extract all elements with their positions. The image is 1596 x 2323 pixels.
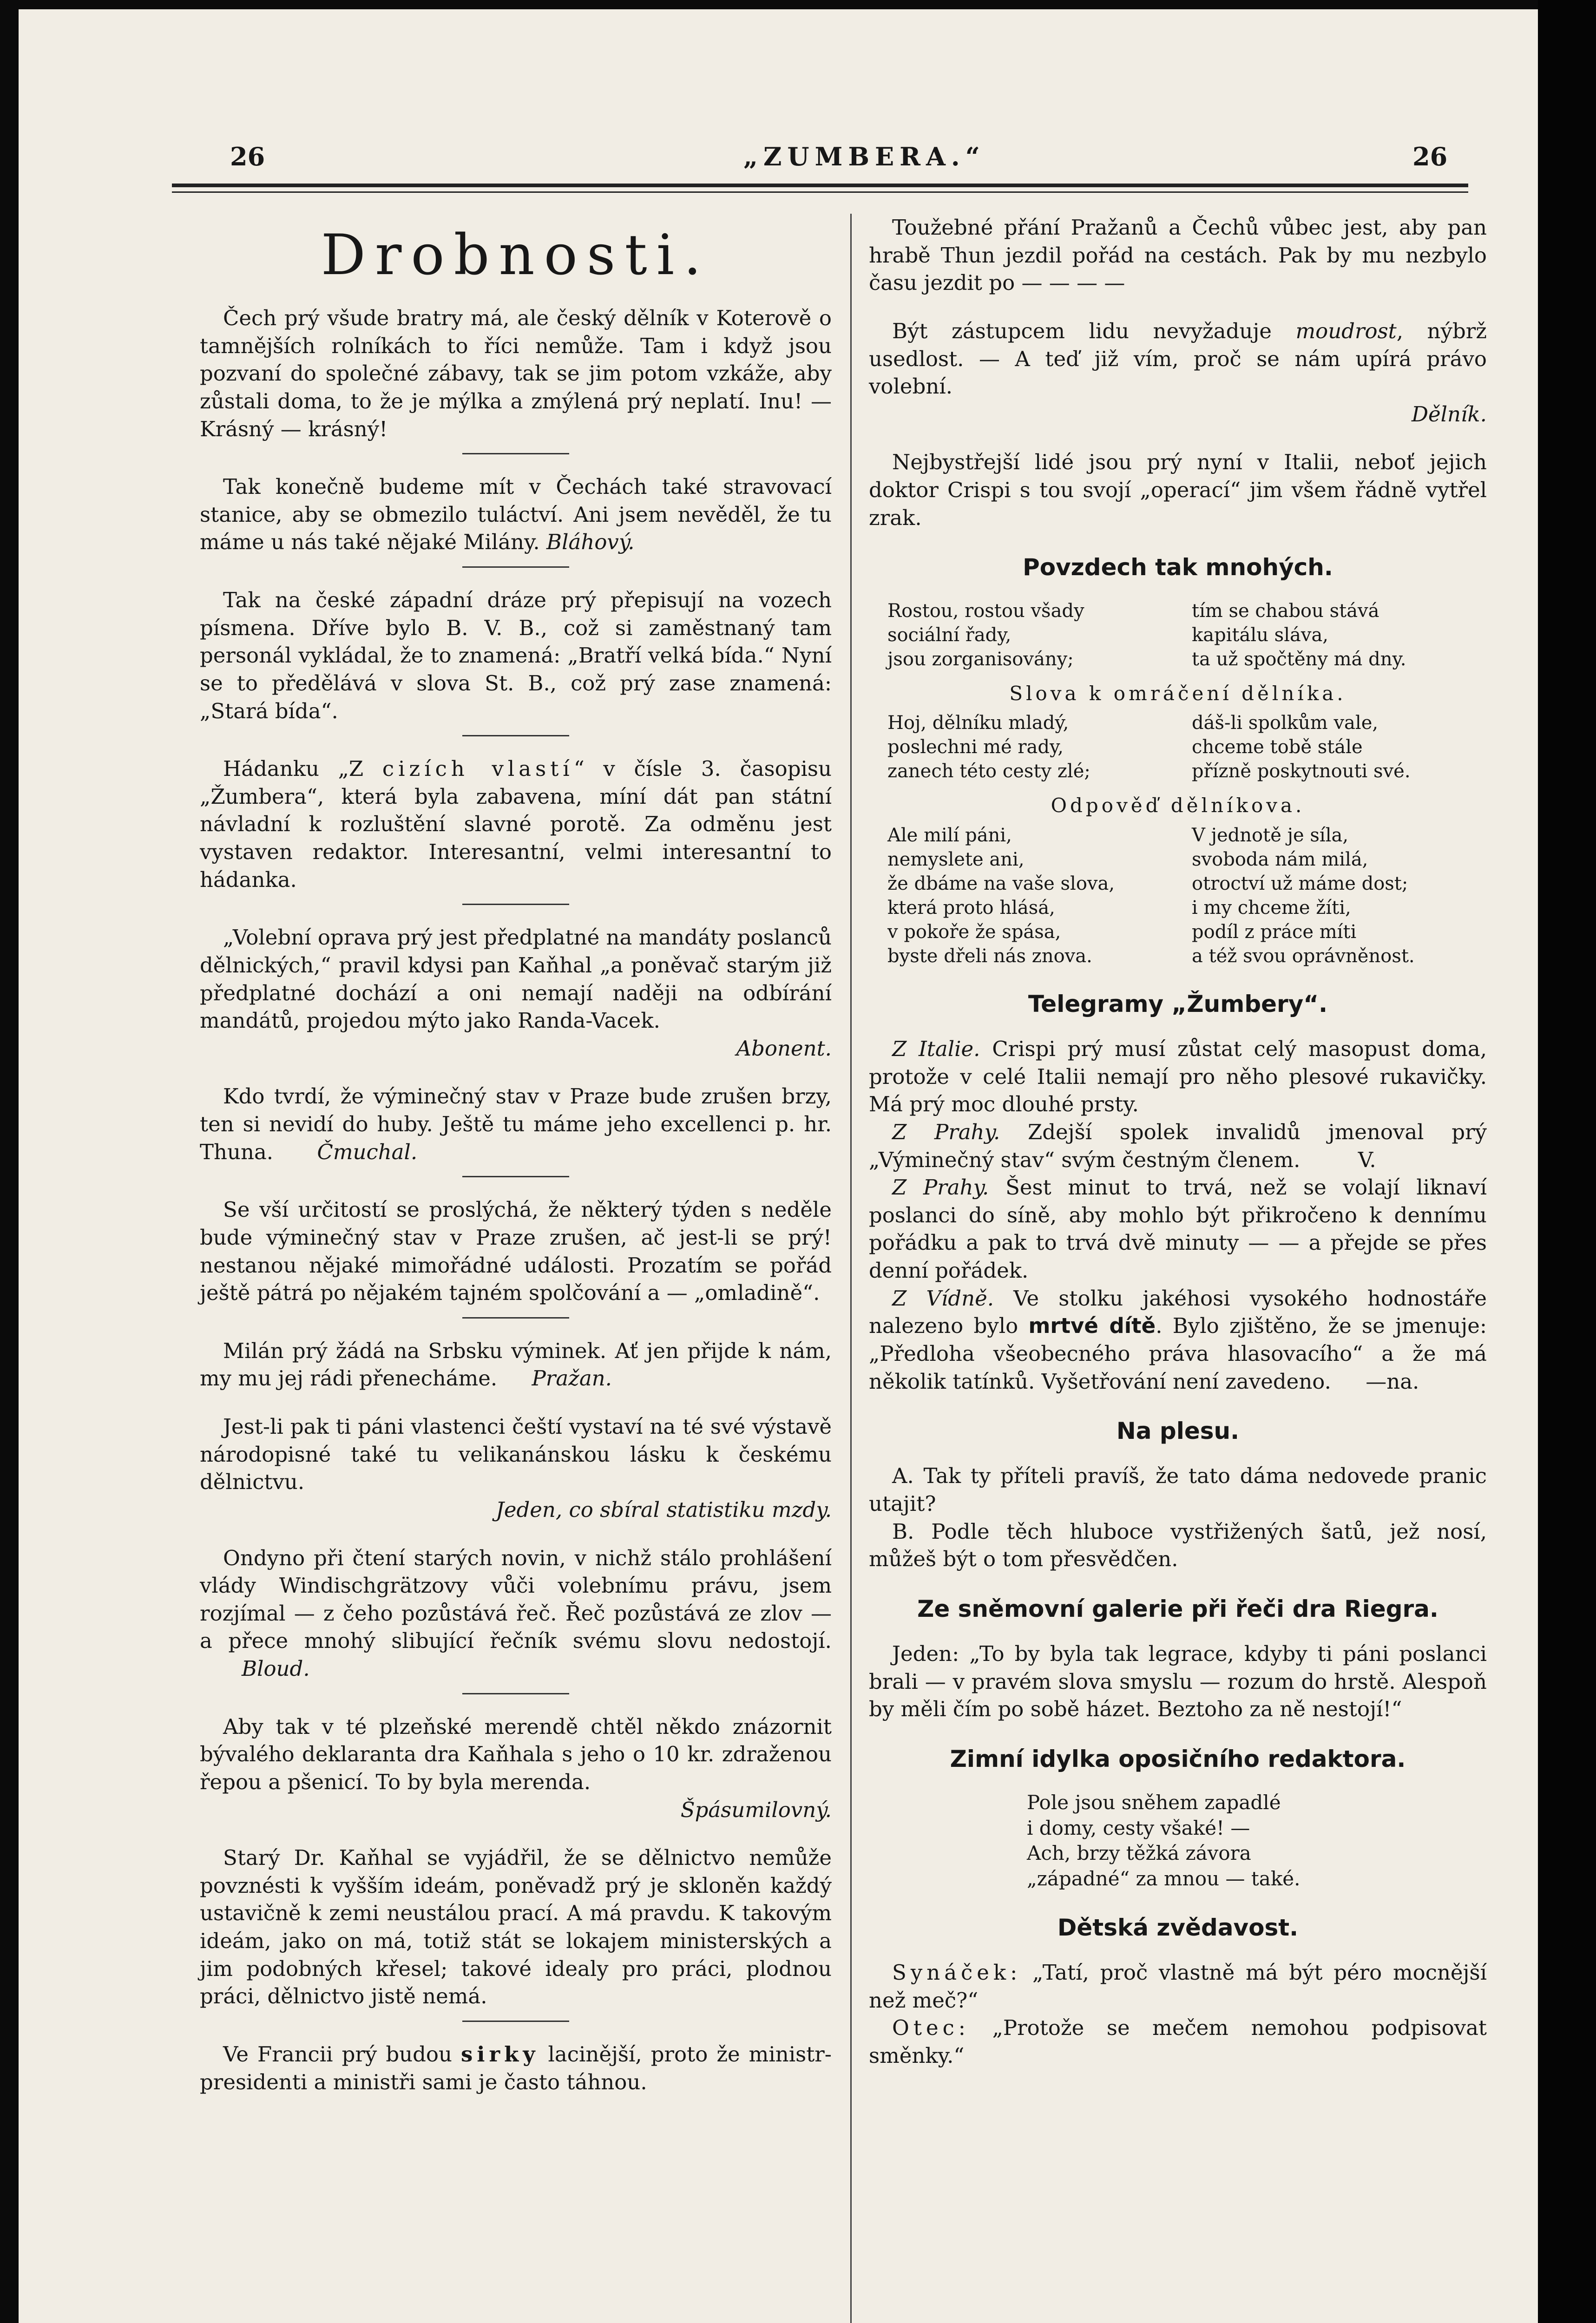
separator xyxy=(462,904,569,905)
dialogue-a: A. Tak ty příteli pravíš, že tato dáma nedovede pranic utajit? xyxy=(869,1463,1487,1516)
speaker: Otec: xyxy=(892,2015,970,2041)
verse-line: chceme tobě stále xyxy=(1192,736,1363,758)
newspaper-page xyxy=(19,9,1538,2323)
telegram-place: Z Prahy. xyxy=(892,1119,1000,1144)
page-number-right: 26 xyxy=(1412,142,1448,171)
item-text: Ondyno při čtení starých novin, v nichž stálo prohlášení vlády Windischgrätzovy vůči volebnímu právu, jsem rozjímal — z čeho pozůstává řeč. Řeč pozůstává ze zlov — a přece mnohý slibující řečník svému slovu nedostojí. xyxy=(200,1545,832,1654)
spaced-word: sirky xyxy=(461,2041,539,2067)
poem-line: i domy, cesty všaké! — xyxy=(1027,1816,1250,1839)
spaced-title: cizích vlastí xyxy=(382,756,574,781)
telegram-place: Z Italie. xyxy=(892,1037,980,1062)
signature: Špásumilovný. xyxy=(680,1797,832,1822)
item-text: “ v čísle 3. časopisu „Žumbera“, která byla zabavena, míní dát pan státní návladní k rozluštění slavné porotě. Za odměnu jest vystaven redaktor. Interesantní, velmi interesantní to hádanka. xyxy=(200,756,832,892)
separator xyxy=(462,1693,569,1694)
header-rule-thin xyxy=(172,191,1468,193)
heading-galerie: Ze sněmovní galerie při řeči dra Riegra. xyxy=(917,1595,1438,1622)
dialogue-otec xyxy=(869,2014,1487,2069)
verse-3-left xyxy=(887,823,1164,968)
verse-line: ta už spočtěny má dny. xyxy=(1192,648,1406,670)
column-divider xyxy=(850,214,852,2323)
verse-line: Rostou, rostou všady xyxy=(887,600,1084,622)
telegram-viden xyxy=(869,1285,1487,1396)
item-text: Ve stolku jakéhosi vysokého hodnostáře nalezeno bylo xyxy=(869,1286,1487,1339)
poem-line: „západné“ za mnou — také. xyxy=(1027,1867,1300,1890)
bold-phrase: mrtvé dítě xyxy=(1028,1313,1156,1339)
item-text: Šest minut to trvá, než se volají liknaví poslanci do síně, aby mohlo být přikročeno k dennímu pořádku a pak to trvá dvě minuty — — a přejde se přes denní pořádek. xyxy=(869,1175,1487,1283)
item-text: lacinější, proto že ministr-presidenti a ministři sami je často táhnou. xyxy=(200,2041,832,2094)
item-text: . Bylo zjištěno, že se jmenuje: „Předloha všeobecného práva hlasovacího“ a že má několik tatínků. Vyšetřování není zavedeno. xyxy=(869,1313,1487,1394)
verse-1 xyxy=(887,599,1468,671)
signature: —na. xyxy=(1366,1369,1419,1394)
verse-1-right xyxy=(1192,599,1468,671)
verse-line: tím se chabou stává xyxy=(1192,600,1379,622)
item-text: Být zástupcem lidu nevyžaduje xyxy=(892,318,1272,343)
item-ondyno xyxy=(200,1544,832,1683)
masthead: „ZUMBERA.“ xyxy=(743,142,985,171)
verse-2-left xyxy=(887,711,1164,783)
verse-heading: Slova k omráčení dělníka. xyxy=(1009,682,1346,705)
item-text: „Protože se mečem nemohou podpisovat směnky.“ xyxy=(869,2015,1487,2068)
signature: Dělník. xyxy=(1411,401,1487,427)
emphasis: moudrost xyxy=(1295,318,1397,343)
verse-line: sociální řady, xyxy=(887,624,1011,646)
verse-line: podíl z práce míti xyxy=(1192,921,1357,943)
item-milan xyxy=(200,1337,832,1392)
item-text: Milán prý žádá na Srbsku výminek. Ať jen přijde k nám, my mu jej rádi přenecháme. xyxy=(200,1338,832,1391)
verse-line: v pokoře že spása, xyxy=(887,921,1061,943)
item-crispi: Nejbystřejší lidé jsou prý nyní v Italii, neboť jejich doktor Crispi s tou svojí „operací“ jim všem řádně vytřel zrak. xyxy=(869,450,1487,530)
verse-line: nemyslete ani, xyxy=(887,848,1025,870)
verse-1-left xyxy=(887,599,1164,671)
item-text: Crispi prý musí zůstat celý masopust doma, protože v celé Italii nemají pro něho plesové rukavičky. Má prý moc dlouhé prsty. xyxy=(869,1037,1487,1117)
dialogue-b: B. Podle těch hluboce vystřižených šatů, jež nosí, můžeš být o tom přesvědčen. xyxy=(869,1519,1487,1572)
telegram-place: Z Vídně. xyxy=(892,1286,994,1311)
item-merenda: Aby tak v té plzeňské merendě chtěl někdo znázornit bývalého deklaranta dra Kaňhala s jeho o 10 kr. zdraženou řepou a pšenicí. To by byla merenda. xyxy=(200,1714,832,1794)
separator xyxy=(462,735,569,736)
item-text: Tak konečně budeme mít v Čechách také stravovací stanice, aby se obmezilo tuláctví. Ani jsem nevěděl, že tu máme u nás také nějaké Milány. xyxy=(200,474,832,555)
signature: Bloud. xyxy=(242,1656,310,1681)
verse-line: V jednotě je síla, xyxy=(1192,824,1349,846)
verse-line: dáš-li spolkům vale, xyxy=(1192,712,1379,734)
signature: Bláhový. xyxy=(546,530,635,555)
poem-line: Ach, brzy těžká závora xyxy=(1027,1842,1251,1865)
page-number-left: 26 xyxy=(230,142,265,171)
right-column xyxy=(869,214,1487,2069)
speaker: Synáček: xyxy=(892,1960,1022,1985)
separator xyxy=(462,566,569,568)
item-proslycha: Se vší určitostí se proslýchá, že některý týden s neděle bude výminečný stav v Praze zrušen, ač jest-li se prý! nestanou nějaké mimořádné události. Prozatím se pořád ještě pátrá po nějakém tajném spolčování a — „omladině“. xyxy=(200,1197,832,1306)
heading-idylka: Zimní idylka oposičního redaktora. xyxy=(950,1746,1406,1773)
separator xyxy=(462,2021,569,2022)
item-text: Ve Francii prý budou xyxy=(223,2041,452,2067)
item-text: Kdo tvrdí, že výminečný stav v Praze bude zrušen brzy, ten si nevidí do huby. Ještě tu máme jeho excellenci p. hr. Thuna. xyxy=(200,1084,832,1164)
verse-3 xyxy=(887,823,1468,968)
dialogue-synacek xyxy=(869,1959,1487,2014)
item-zastupce-lidu xyxy=(869,317,1487,400)
item-galerie: Jeden: „To by byla tak legrace, kdyby ti páni poslanci brali — v pravém slova smyslu — rozum do hrstě. Alespoň by měli čím po sobě házet. Beztoho za ně nestojí!“ xyxy=(869,1641,1487,1722)
separator xyxy=(462,1317,569,1319)
verse-line: a též svou oprávněnost. xyxy=(1192,945,1415,967)
verse-line: Ale milí páni, xyxy=(887,824,1012,846)
signature: Abonent. xyxy=(736,1036,832,1061)
verse-2-right xyxy=(1192,711,1468,783)
item-touzebne-prani: Toužebné přání Pražanů a Čechů vůbec jest, aby pan hrabě Thun jezdil pořád na cestách. Pak by mu nezbylo času jezdit po — — — — xyxy=(869,215,1487,295)
signature: V. xyxy=(1358,1147,1376,1172)
telegram-praha-2 xyxy=(869,1174,1487,1285)
item-koterov: Čech prý všude bratry má, ale český dělník v Koterově o tamnějších rolníkách to říci nemůže. Tam i když jsou pozvaní do společné zábavy, tak se jim potom vzkáže, aby zůstali doma, to že je mýlka a zmýlená prý neplatí. Inu! — Krásný — krásný! xyxy=(200,306,832,441)
verse-heading: Odpověď dělníkova. xyxy=(1051,794,1305,817)
verse-line: zanech této cesty zlé; xyxy=(887,761,1090,782)
verse-line: i my chceme žíti, xyxy=(1192,897,1351,919)
item-sirky xyxy=(200,2041,832,2096)
scan-border xyxy=(1538,0,1596,2323)
item-kanhal: Starý Dr. Kaňhal se vyjádřil, že se dělnictvo nemůže povznésti k vyšším ideám, poněvadž prý je skloněn každý ustavičně k zemi neustálou prací. A má pravdu. K takovým ideám, jako on má, totiž stát se lokajem ministerských a jim podobných křesel; takové idealy pro práci, plodnou práci, dělnictvo jistě nemá. xyxy=(200,1845,832,2009)
item-stravovaci-stanice xyxy=(200,473,832,556)
heading-detska-zvedavost: Dětská zvědavost. xyxy=(1057,1914,1299,1941)
verse-2 xyxy=(887,711,1468,783)
verse-line: kapitálu sláva, xyxy=(1192,624,1329,646)
verse-line: která proto hlásá, xyxy=(887,897,1055,919)
heading-telegramy: Telegramy „Žumbery“. xyxy=(1028,990,1328,1017)
item-text: „Tatí, proč vlastně má být péro mocnější než meč?“ xyxy=(869,1960,1487,2013)
verse-line: jsou zorganisovány; xyxy=(887,648,1074,670)
item-text: Hádanku „Z xyxy=(223,756,364,781)
verse-line: svoboda nám milá, xyxy=(1192,848,1368,870)
verse-3-right xyxy=(1192,823,1468,968)
signature: Čmuchal. xyxy=(317,1139,418,1164)
verse-line: byste dřeli nás znova. xyxy=(887,945,1092,967)
heading-povzdech: Povzdech tak mnohých. xyxy=(1023,554,1333,581)
item-volebni-oprava: „Volební oprava prý jest předplatné na mandáty poslanců dělnických,“ pravil kdysi pan Kaňhal „a poněvač starým již předplatné dochází a oni nemají naději na odbírání mandátů, projedou mýto jako Randa-Vacek. xyxy=(200,925,832,1033)
separator xyxy=(462,453,569,454)
item-hadanka xyxy=(200,755,832,893)
item-text: Zdejší spolek invalidů jmenoval prý „Výminečný stav“ svým čestným členem. xyxy=(869,1119,1487,1172)
item-vyminecny-stav xyxy=(200,1083,832,1166)
item-zapadni-draha: Tak na české západní dráze prý přepisují na vozech písmena. Dříve bylo B. V. B., což si zaměstnaný tam personál vykládal, že to znamená: „Bratří velká bída.“ Nyní se to předělává v slova St. B., což prý zase znamená: „Stará bída“. xyxy=(200,588,832,723)
separator xyxy=(462,1176,569,1177)
poem-idylka xyxy=(1027,1790,1487,1891)
verse-line: přízně poskytnouti své. xyxy=(1192,761,1411,782)
poem-line: Pole jsou sněhem zapadlé xyxy=(1027,1791,1281,1814)
telegram-place: Z Prahy. xyxy=(892,1175,989,1200)
verse-line: že dbáme na vaše slova, xyxy=(887,873,1115,894)
verse-line: Hoj, dělníku mladý, xyxy=(887,712,1069,734)
signature: Jeden, co sbíral statistiku mzdy. xyxy=(495,1497,832,1522)
header-rule-thick xyxy=(172,184,1468,187)
telegram-praha-1 xyxy=(869,1118,1487,1174)
item-text: , nýbrž usedlost. — A teď již vím, proč se nám upírá právo volební. xyxy=(869,318,1487,399)
item-vlastenci: Jest-li pak ti páni vlastenci čeští vystaví na té své výstavě národopisné také tu velikanánskou lásku k českému dělnictvu. xyxy=(200,1414,832,1495)
verse-line: otroctví už máme dost; xyxy=(1192,873,1408,894)
left-column xyxy=(200,214,832,2096)
signature: Pražan. xyxy=(532,1366,612,1391)
telegram-italie xyxy=(869,1035,1487,1118)
verse-line: poslechni mé rady, xyxy=(887,736,1064,758)
section-title: Drobnosti. xyxy=(321,223,711,288)
heading-na-plesu: Na plesu. xyxy=(1116,1417,1240,1445)
